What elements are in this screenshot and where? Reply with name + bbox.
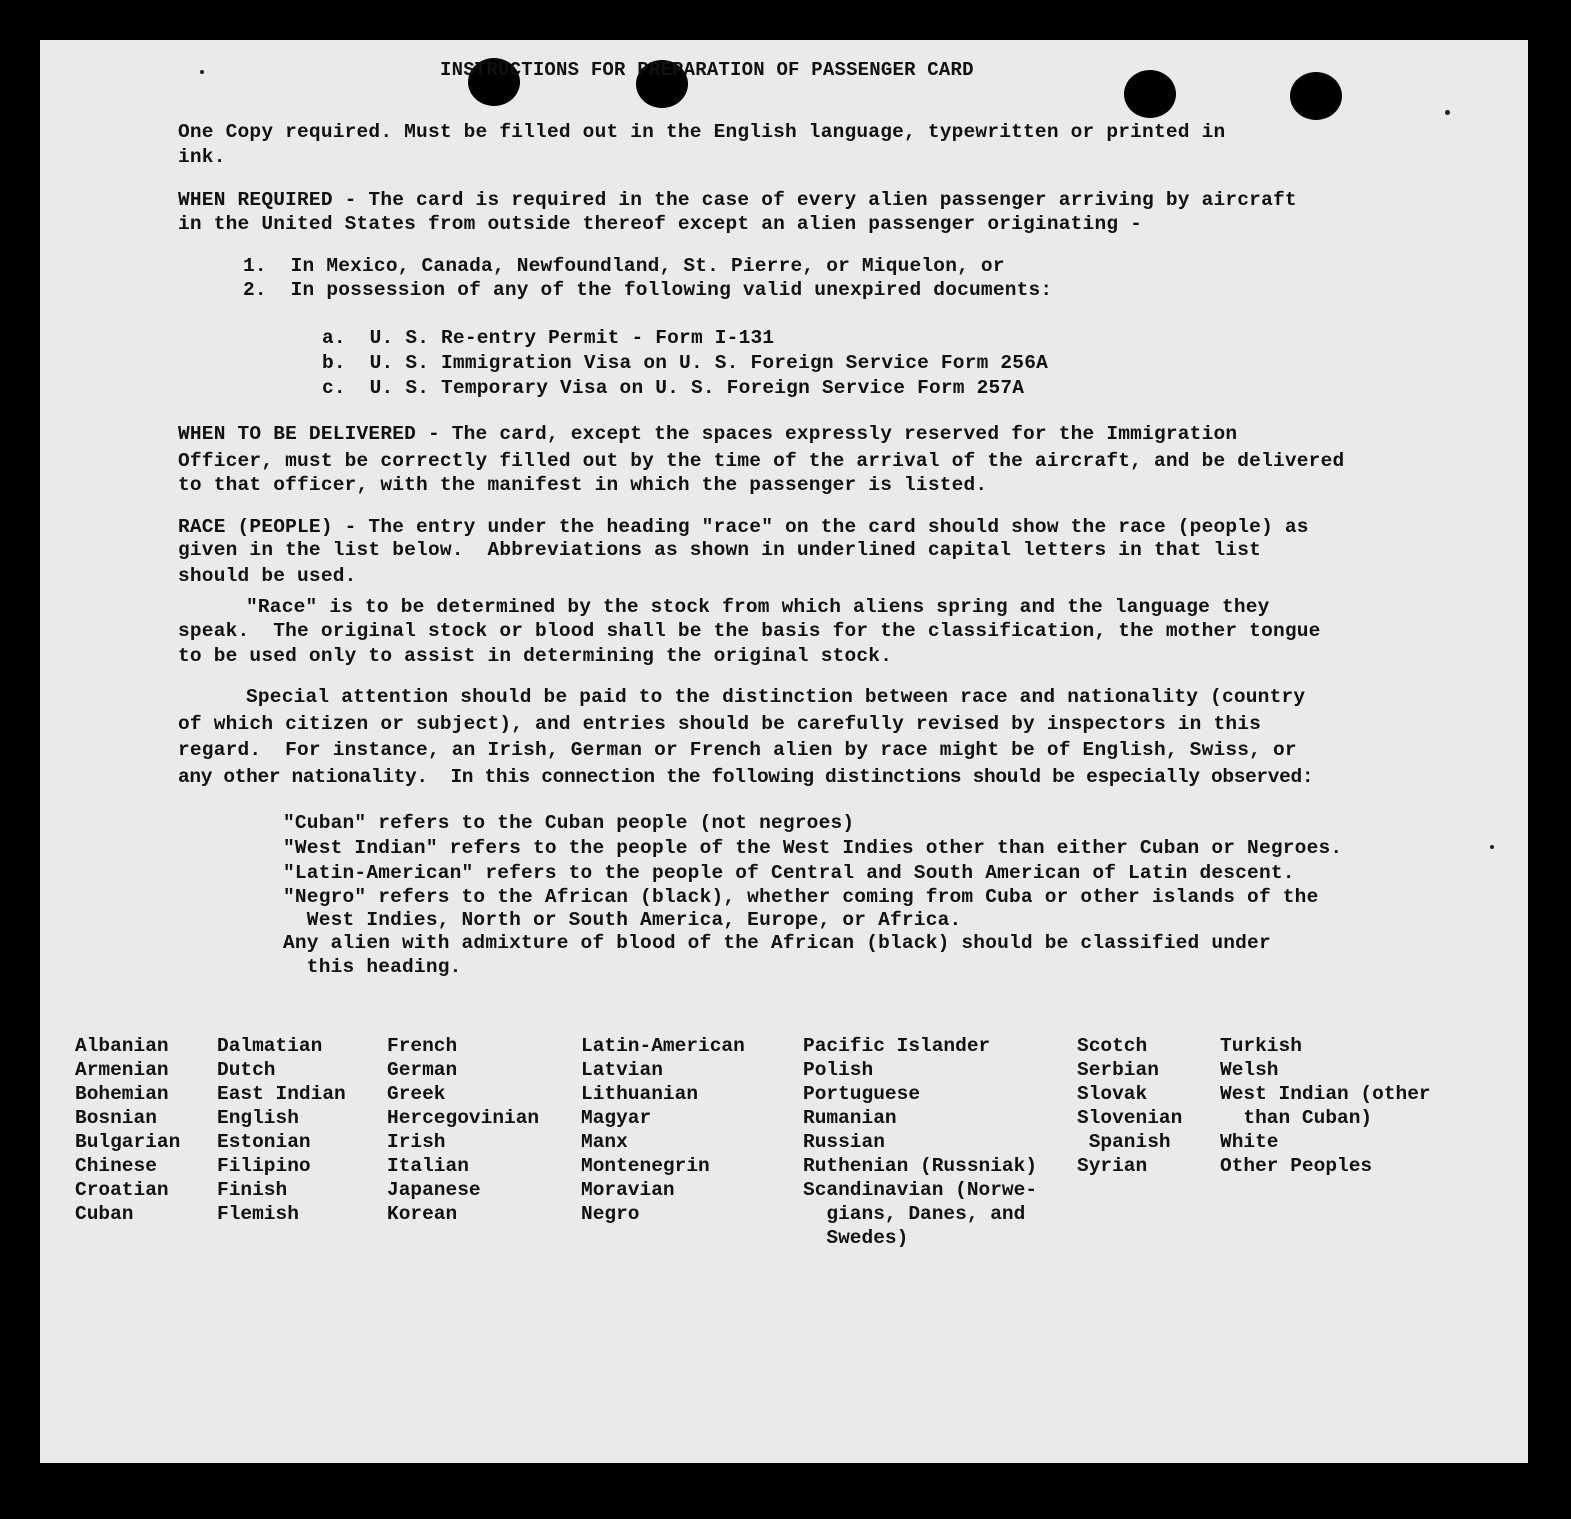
race-paragraph-line: any other nationality. In this connection the following distinctions should be especially observed: — [178, 766, 1314, 788]
race-item: gians, Danes, and — [803, 1203, 1026, 1225]
race-item: Croatian — [75, 1179, 169, 1201]
race-item: Turkish — [1220, 1035, 1302, 1057]
race-item: Lithuanian — [581, 1083, 699, 1105]
race-paragraph-line: "Race" is to be determined by the stock from which aliens spring and the language they — [246, 596, 1270, 618]
race-item: Portuguese — [803, 1083, 921, 1105]
list-item: 1. In Mexico, Canada, Newfoundland, St. Pierre, or Miquelon, or — [243, 255, 1005, 277]
race-item: Pacific Islander — [803, 1035, 991, 1057]
specks — [1490, 845, 1494, 849]
document-page — [40, 40, 1528, 1463]
list-item: 2. In possession of any of the following valid unexpired documents: — [243, 279, 1053, 301]
when-delivered-line: WHEN TO BE DELIVERED - The card, except the spaces expressly reserved for the Immigration — [178, 423, 1238, 445]
document-item: b. U. S. Immigration Visa on U. S. Foreign Service Form 256A — [322, 352, 1049, 374]
race-paragraph-line: of which citizen or subject), and entries should be carefully revised by inspectors in this — [178, 713, 1262, 735]
race-item: Latin-American — [581, 1035, 745, 1057]
intro-line: ink. — [178, 146, 226, 168]
race-item: Scandinavian (Norwe- — [803, 1179, 1038, 1201]
distinction-line: "Latin-American" refers to the people of Central and South American of Latin descent. — [283, 862, 1295, 884]
race-column — [1220, 1034, 1431, 1178]
race-item: Albanian — [75, 1035, 169, 1057]
document-item: a. U. S. Re-entry Permit - Form I-131 — [322, 327, 775, 349]
race-item: Korean — [387, 1203, 458, 1225]
race-item: Montenegrin — [581, 1155, 710, 1177]
distinction-line: West Indies, North or South America, Europe, or Africa. — [283, 909, 962, 931]
race-paragraph-line: regard. For instance, an Irish, German or French alien by race might be of English, Swiss, or — [178, 739, 1297, 761]
distinction-line: this heading. — [283, 956, 462, 978]
race-item: Welsh — [1220, 1059, 1279, 1081]
race-item: Armenian — [75, 1059, 169, 1081]
race-item: Japanese — [387, 1179, 481, 1201]
distinction-line: "Negro" refers to the African (black), whether coming from Cuba or other islands of the — [283, 886, 1319, 908]
race-item: Bohemian — [75, 1083, 169, 1105]
race-item: Finish — [217, 1179, 288, 1201]
race-item: Filipino — [217, 1155, 311, 1177]
race-item: Latvian — [581, 1059, 663, 1081]
race-item: Other Peoples — [1220, 1155, 1373, 1177]
race-column — [1077, 1034, 1182, 1178]
race-item: Cuban — [75, 1203, 134, 1225]
race-item: Bosnian — [75, 1107, 157, 1129]
race-item: East Indian — [217, 1083, 346, 1105]
race-item: Syrian — [1077, 1155, 1148, 1177]
race-line: given in the list below. Abbreviations as shown in underlined capital letters in that list — [178, 539, 1262, 561]
distinction-line: "Cuban" refers to the Cuban people (not negroes) — [283, 812, 855, 834]
race-column — [75, 1034, 180, 1226]
when-required-line: in the United States from outside thereof except an alien passenger originating - — [178, 213, 1143, 235]
race-item: Slovak — [1077, 1083, 1148, 1105]
when-delivered-line: Officer, must be correctly filled out by the time of the arrival of the aircraft, and be delivered — [178, 450, 1345, 472]
race-item: Magyar — [581, 1107, 652, 1129]
race-item: Scotch — [1077, 1035, 1148, 1057]
race-column — [387, 1034, 539, 1226]
punch-hole — [1124, 70, 1176, 118]
race-paragraph-line: Special attention should be paid to the distinction between race and nationality (country — [246, 686, 1306, 708]
race-item: Flemish — [217, 1203, 299, 1225]
race-column — [217, 1034, 346, 1226]
race-item: Ruthenian (Russniak) — [803, 1155, 1038, 1177]
race-paragraph-line: speak. The original stock or blood shall be the basis for the classification, the mother tongue — [178, 620, 1321, 642]
document-item: c. U. S. Temporary Visa on U. S. Foreign Service Form 257A — [322, 377, 1025, 399]
page-title: INSTRUCTIONS FOR PREPARATION OF PASSENGER CARD — [440, 59, 974, 81]
distinction-line: "West Indian" refers to the people of the West Indies other than either Cuban or Negroes. — [283, 837, 1343, 859]
race-column — [803, 1034, 1037, 1250]
race-item: Moravian — [581, 1179, 675, 1201]
race-item: White — [1220, 1131, 1279, 1153]
race-item: Rumanian — [803, 1107, 897, 1129]
race-item: Negro — [581, 1203, 640, 1225]
race-item: German — [387, 1059, 458, 1081]
distinction-line: Any alien with admixture of blood of the African (black) should be classified under — [283, 932, 1271, 954]
punch-hole — [1290, 72, 1342, 120]
race-item: Polish — [803, 1059, 874, 1081]
race-item: Italian — [387, 1155, 469, 1177]
race-item: Greek — [387, 1083, 446, 1105]
when-delivered-line: to that officer, with the manifest in which the passenger is listed. — [178, 474, 988, 496]
race-item: West Indian (other — [1220, 1083, 1431, 1105]
race-item: French — [387, 1035, 458, 1057]
specks — [200, 70, 204, 74]
race-item: Serbian — [1077, 1059, 1159, 1081]
race-item: Chinese — [75, 1155, 157, 1177]
race-line: RACE (PEOPLE) - The entry under the heading "race" on the card should show the race (people) as — [178, 516, 1309, 538]
when-required-line: WHEN REQUIRED - The card is required in the case of every alien passenger arriving by aircraft — [178, 189, 1297, 211]
race-line: should be used. — [178, 565, 357, 587]
race-item: Swedes) — [803, 1227, 909, 1249]
race-item: Dalmatian — [217, 1035, 323, 1057]
race-item: Spanish — [1077, 1131, 1171, 1153]
race-item: Russian — [803, 1131, 885, 1153]
race-item: Estonian — [217, 1131, 311, 1153]
race-item: Dutch — [217, 1059, 276, 1081]
race-item: Irish — [387, 1131, 446, 1153]
intro-line: One Copy required. Must be filled out in the English language, typewritten or printed in — [178, 121, 1226, 143]
race-item: Manx — [581, 1131, 628, 1153]
race-paragraph-line: to be used only to assist in determining the original stock. — [178, 645, 893, 667]
race-item: Slovenian — [1077, 1107, 1183, 1129]
specks — [1445, 110, 1450, 115]
race-item: Hercegovinian — [387, 1107, 540, 1129]
race-item: than Cuban) — [1220, 1107, 1373, 1129]
race-column — [581, 1034, 745, 1226]
race-item: English — [217, 1107, 299, 1129]
race-item: Bulgarian — [75, 1131, 181, 1153]
